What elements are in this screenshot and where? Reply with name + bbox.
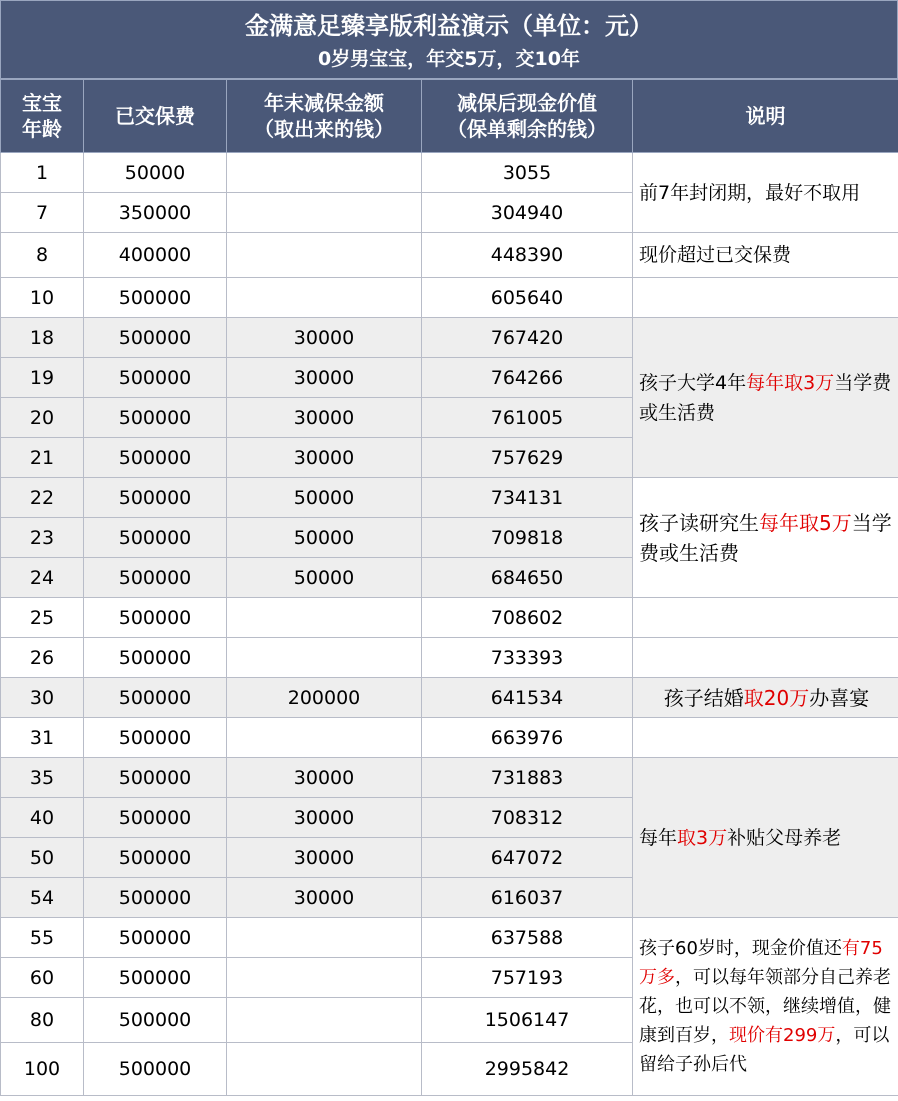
cell-age: 24 <box>1 558 84 598</box>
table-row <box>1 678 898 718</box>
cell-withdraw <box>227 1043 422 1096</box>
cell-paid: 500000 <box>84 598 227 638</box>
cell-paid: 500000 <box>84 798 227 838</box>
cell-paid: 500000 <box>84 558 227 598</box>
cell-withdraw <box>227 918 422 958</box>
cell-paid: 500000 <box>84 918 227 958</box>
cell-cash: 304940 <box>422 193 633 233</box>
cell-withdraw <box>227 278 422 318</box>
cell-withdraw: 50000 <box>227 478 422 518</box>
note-exceeds-paid: 现价超过已交保费 <box>633 233 898 278</box>
cell-withdraw: 50000 <box>227 558 422 598</box>
cell-paid: 400000 <box>84 233 227 278</box>
cell-paid: 50000 <box>84 153 227 193</box>
cell-cash: 757193 <box>422 958 633 998</box>
note-empty <box>633 278 898 318</box>
cell-withdraw <box>227 718 422 758</box>
header-age: 宝宝 年龄 <box>1 80 84 153</box>
note-empty <box>633 718 898 758</box>
cell-withdraw <box>227 233 422 278</box>
cell-withdraw: 30000 <box>227 838 422 878</box>
cell-withdraw <box>227 638 422 678</box>
table-row <box>1 638 898 678</box>
cell-withdraw: 50000 <box>227 518 422 558</box>
cell-paid: 500000 <box>84 758 227 798</box>
cell-cash: 605640 <box>422 278 633 318</box>
table-row <box>1 758 898 798</box>
cell-withdraw <box>227 998 422 1043</box>
cell-paid: 500000 <box>84 398 227 438</box>
note-empty <box>633 598 898 638</box>
cell-paid: 500000 <box>84 718 227 758</box>
cell-paid: 500000 <box>84 998 227 1043</box>
cell-paid: 500000 <box>84 278 227 318</box>
cell-paid: 500000 <box>84 838 227 878</box>
cell-age: 23 <box>1 518 84 558</box>
cell-age: 8 <box>1 233 84 278</box>
note-graduate: 孩子读研究生每年取5万当学费或生活费 <box>633 478 898 598</box>
cell-paid: 500000 <box>84 638 227 678</box>
cell-cash: 733393 <box>422 638 633 678</box>
cell-cash: 637588 <box>422 918 633 958</box>
table-title: 金满意足臻享版利益演示（单位：元） <box>245 12 653 40</box>
note-parents: 每年取3万补贴父母养老 <box>633 758 898 918</box>
cell-cash: 764266 <box>422 358 633 398</box>
cell-age: 31 <box>1 718 84 758</box>
header-withdraw: 年末减保金额 （取出来的钱） <box>227 80 422 153</box>
table-row <box>1 318 898 358</box>
table-row <box>1 918 898 958</box>
note-wedding: 孩子结婚取20万办喜宴 <box>633 678 898 718</box>
cell-paid: 500000 <box>84 478 227 518</box>
cell-age: 30 <box>1 678 84 718</box>
cell-age: 25 <box>1 598 84 638</box>
cell-withdraw: 30000 <box>227 398 422 438</box>
cell-cash: 1506147 <box>422 998 633 1043</box>
table-row <box>1 278 898 318</box>
cell-cash: 708602 <box>422 598 633 638</box>
cell-age: 60 <box>1 958 84 998</box>
cell-age: 22 <box>1 478 84 518</box>
cell-paid: 350000 <box>84 193 227 233</box>
cell-cash: 616037 <box>422 878 633 918</box>
cell-withdraw <box>227 598 422 638</box>
cell-withdraw: 30000 <box>227 358 422 398</box>
cell-withdraw: 30000 <box>227 758 422 798</box>
cell-paid: 500000 <box>84 678 227 718</box>
note-legacy: 孩子60岁时，现金价值还有75万多，可以每年领部分自己养老花，也可以不领，继续增值，健康到百岁，现价有299万，可以留给子孙后代 <box>633 918 898 1096</box>
table-title-block <box>0 0 898 79</box>
note-empty <box>633 638 898 678</box>
header-note: 说明 <box>633 80 898 153</box>
cell-age: 20 <box>1 398 84 438</box>
cell-withdraw: 30000 <box>227 798 422 838</box>
cell-withdraw <box>227 958 422 998</box>
cell-age: 1 <box>1 153 84 193</box>
cell-age: 18 <box>1 318 84 358</box>
table-row <box>1 233 898 278</box>
table-row <box>1 598 898 638</box>
cell-age: 40 <box>1 798 84 838</box>
cell-age: 55 <box>1 918 84 958</box>
cell-cash: 731883 <box>422 758 633 798</box>
cell-cash: 767420 <box>422 318 633 358</box>
cell-age: 21 <box>1 438 84 478</box>
cell-age: 80 <box>1 998 84 1043</box>
cell-age: 10 <box>1 278 84 318</box>
cell-paid: 500000 <box>84 438 227 478</box>
cell-withdraw <box>227 193 422 233</box>
table-row <box>1 718 898 758</box>
cell-cash: 647072 <box>422 838 633 878</box>
cell-cash: 663976 <box>422 718 633 758</box>
cell-age: 7 <box>1 193 84 233</box>
cell-withdraw: 200000 <box>227 678 422 718</box>
cell-paid: 500000 <box>84 958 227 998</box>
cell-paid: 500000 <box>84 358 227 398</box>
cell-cash: 708312 <box>422 798 633 838</box>
cell-cash: 2995842 <box>422 1043 633 1096</box>
cell-paid: 500000 <box>84 878 227 918</box>
cell-cash: 641534 <box>422 678 633 718</box>
cell-withdraw: 30000 <box>227 438 422 478</box>
cell-age: 100 <box>1 1043 84 1096</box>
cell-age: 54 <box>1 878 84 918</box>
cell-cash: 734131 <box>422 478 633 518</box>
cell-withdraw: 30000 <box>227 878 422 918</box>
cell-paid: 500000 <box>84 518 227 558</box>
cell-cash: 709818 <box>422 518 633 558</box>
table-subtitle: 0岁男宝宝，年交5万，交10年 <box>318 48 580 70</box>
cell-withdraw: 30000 <box>227 318 422 358</box>
cell-age: 26 <box>1 638 84 678</box>
cell-cash: 3055 <box>422 153 633 193</box>
header-paid: 已交保费 <box>84 80 227 153</box>
cell-paid: 500000 <box>84 1043 227 1096</box>
note-closed-period: 前7年封闭期，最好不取用 <box>633 153 898 233</box>
table-row <box>1 153 898 193</box>
cell-cash: 448390 <box>422 233 633 278</box>
note-university: 孩子大学4年每年取3万当学费或生活费 <box>633 318 898 478</box>
header-row <box>1 80 898 153</box>
cell-paid: 500000 <box>84 318 227 358</box>
cell-age: 35 <box>1 758 84 798</box>
cell-cash: 684650 <box>422 558 633 598</box>
benefit-table <box>0 79 898 1096</box>
cell-cash: 757629 <box>422 438 633 478</box>
cell-age: 19 <box>1 358 84 398</box>
cell-age: 50 <box>1 838 84 878</box>
table-row <box>1 478 898 518</box>
cell-cash: 761005 <box>422 398 633 438</box>
cell-withdraw <box>227 153 422 193</box>
header-cash-value: 减保后现金价值 （保单剩余的钱） <box>422 80 633 153</box>
